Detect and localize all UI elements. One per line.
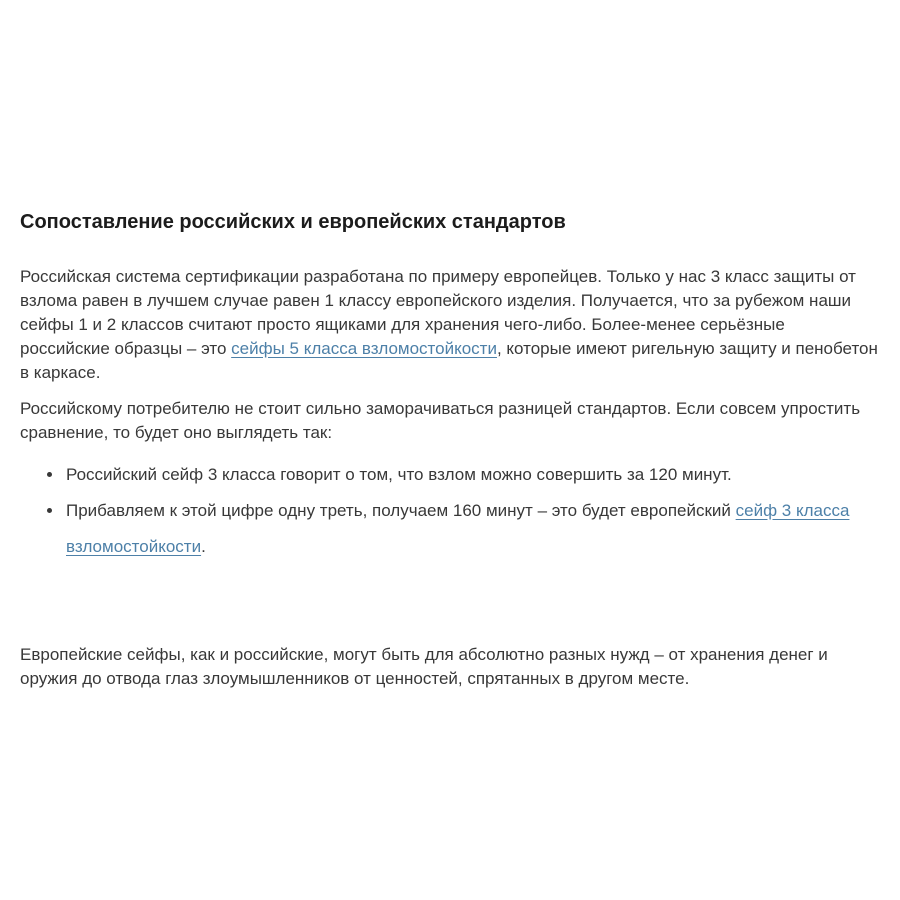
link-safe-class-3[interactable]: сейф 3 класса взломостойкости	[66, 501, 850, 556]
paragraph-consumer-advice: Российскому потребителю не стоит сильно заморачиваться разницей стандартов. Если совсем упростить сравнение, то будет оно выглядеть так:	[20, 399, 861, 442]
paragraph-standards-comparison	[20, 265, 878, 385]
comparison-list	[20, 457, 878, 565]
paragraph-european-safes: Европейские сейфы, как и российские, могут быть для абсолютно разных нужд – от хранения денег и оружия до отвода глаз злоумышленников от ценностей, спрятанных в другом месте.	[20, 645, 828, 688]
article-heading: Сопоставление российских и европейских стандартов	[20, 211, 566, 233]
list-item-2-text-before: Прибавляем к этой цифре одну треть, получаем 160 минут – это будет европейский	[66, 501, 736, 520]
paragraph-1-text-before: Российская система сертификации разработана по примеру европейцев. Только у нас 3 класс защиты от взлома равен в лучшем случае равен 1 классу европейского изделия. Получается, что за рубежом наши сейфы 1 и 2 классов считают просто ящиками для хранения чего-либо. Более-менее серьёзные российские образцы – это	[20, 267, 856, 358]
list-item-russian-safe: • Российский сейф 3 класса говорит о том, что взлом можно совершить за 120 минут.	[64, 457, 878, 493]
list-item-2-text-after: .	[201, 537, 206, 556]
link-safes-class-5[interactable]: сейфы 5 класса взломостойкости	[231, 339, 497, 358]
paragraph-1-text-after: , которые имеют ригельную защиту и пенобетон в каркасе.	[20, 339, 878, 382]
content-gap	[20, 565, 878, 643]
list-item-european-safe	[64, 493, 878, 565]
